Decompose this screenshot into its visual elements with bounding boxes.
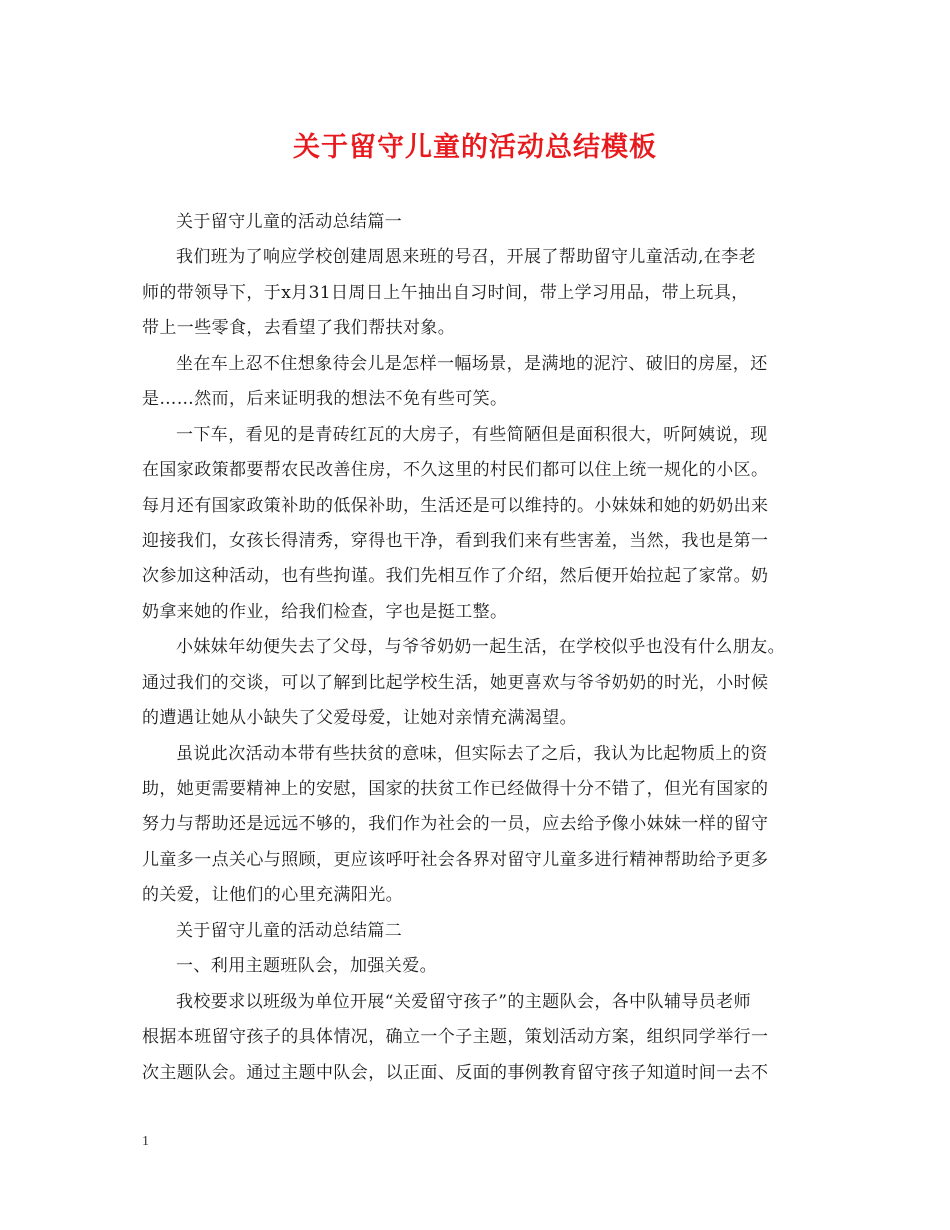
paragraph-line: 坐在车上忍不住想象待会儿是怎样一幅场景，是满地的泥泞、破旧的房屋，还 xyxy=(176,353,768,374)
paragraph-line: 通过我们的交谈，可以了解到比起学校生活，她更喜欢与爷爷奶奶的时光，小时候 xyxy=(142,672,769,693)
document-title: 关于留守儿童的活动总结模板 xyxy=(293,132,657,163)
paragraph-line: 的关爱，让他们的心里充满阳光。 xyxy=(142,885,403,906)
page-number: 1 xyxy=(142,1134,149,1149)
document-body xyxy=(142,205,810,1091)
paragraph-line: 根据本班留守孩子的具体情况，确立一个子主题，策划活动方案，组织同学举行一 xyxy=(142,1027,769,1048)
paragraph-line: 每月还有国家政策补助的低保补助，生活还是可以维持的。小妹妹和她的奶奶出来 xyxy=(142,495,769,516)
section-heading-2: 关于留守儿童的活动总结篇二 xyxy=(176,920,403,941)
paragraph-line: 奶拿来她的作业，给我们检查，字也是挺工整。 xyxy=(142,601,508,622)
paragraph-line: 的遭遇让她从小缺失了父爱母爱，让她对亲情充满渴望。 xyxy=(142,708,577,729)
paragraph-line: 儿童多一点关心与照顾，更应该呼吁社会各界对留守儿童多进行精神帮助给予更多 xyxy=(142,849,769,870)
paragraph-line: 一下车，看见的是青砖红瓦的大房子，有些简陋但是面积很大，听阿姨说，现 xyxy=(176,424,768,445)
subheading: 一、利用主题班队会，加强关爱。 xyxy=(176,956,437,977)
paragraph-line: 次参加这种活动，也有些拘谨。我们先相互作了介绍，然后便开始拉起了家常。奶 xyxy=(142,566,769,587)
paragraph-line: 师的带领导下，于x月31日周日上午抽出自习时间，带上学习用品，带上玩具， xyxy=(142,282,749,303)
section-heading-1: 关于留守儿童的活动总结篇一 xyxy=(176,212,403,232)
paragraph-line: 小妹妹年幼便失去了父母，与爷爷奶奶一起生活，在学校似乎也没有什么朋友。 xyxy=(176,637,785,658)
paragraph-line: 是……然而，后来证明我的想法不免有些可笑。 xyxy=(142,389,508,410)
paragraph-line: 努力与帮助还是远远不够的，我们作为社会的一员，应去给予像小妹妹一样的留守 xyxy=(142,814,769,835)
paragraph-line: 在国家政策都要帮农民改善住房，不久这里的村民们都可以住上统一规化的小区。 xyxy=(142,460,769,481)
paragraph-line: 带上一些零食，去看望了我们帮扶对象。 xyxy=(142,318,456,339)
paragraph-line: 我校要求以班级为单位开展“关爱留守孩子”的主题队会，各中队辅导员老师 xyxy=(176,991,751,1012)
paragraph-line: 我们班为了响应学校创建周恩来班的号召，开展了帮助留守儿童活动,在李老 xyxy=(176,247,757,268)
paragraph-line: 虽说此次活动本带有些扶贫的意味，但实际去了之后，我认为比起物质上的资 xyxy=(176,743,768,764)
paragraph-line: 助，她更需要精神上的安慰，国家的扶贫工作已经做得十分不错了，但光有国家的 xyxy=(142,779,769,799)
paragraph-line: 次主题队会。通过主题中队会，以正面、反面的事例教育留守孩子知道时间一去不 xyxy=(142,1062,769,1083)
paragraph-line: 迎接我们，女孩长得清秀，穿得也干净，看到我们来有些害羞，当然，我也是第一 xyxy=(142,530,769,551)
